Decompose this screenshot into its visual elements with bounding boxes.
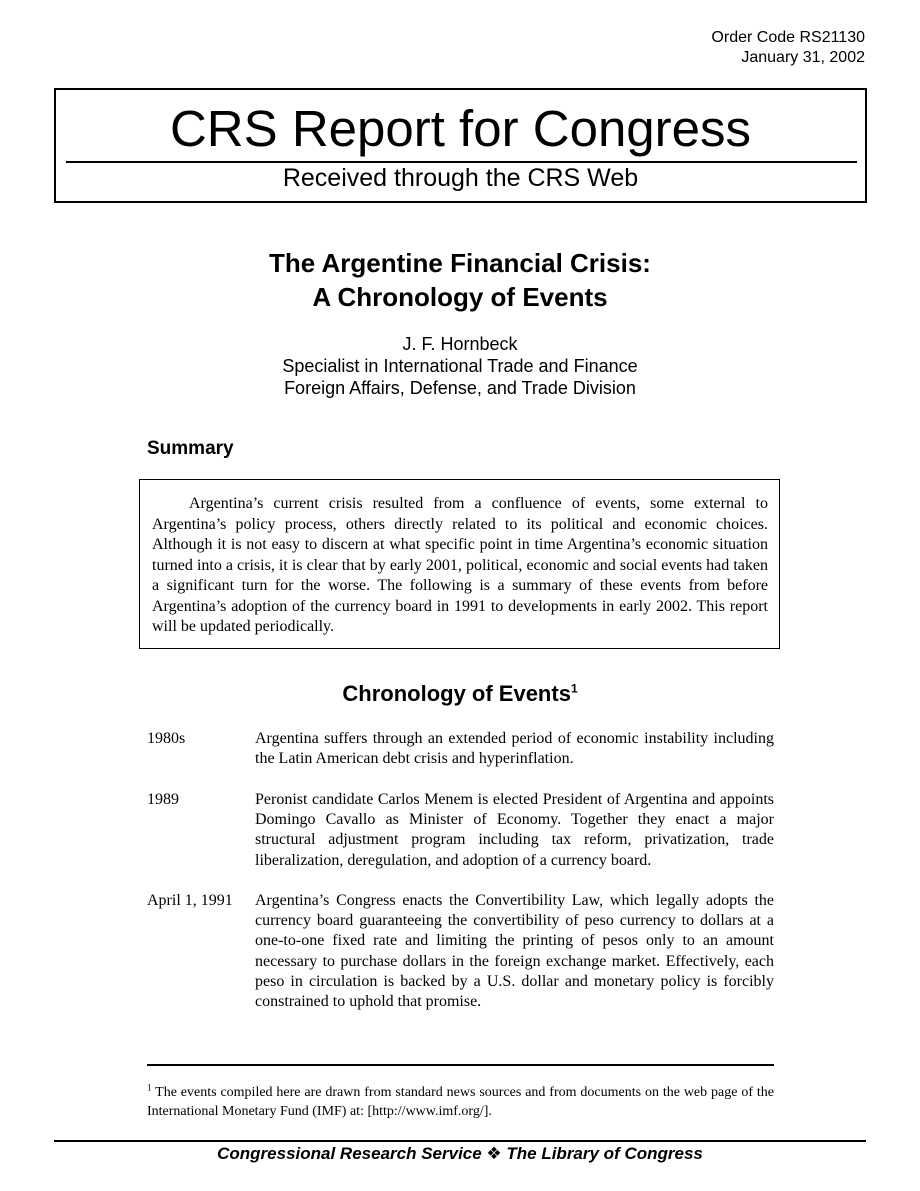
chronology-entry [147, 891, 774, 1015]
chronology-entry [147, 790, 774, 872]
order-code: Order Code RS21130 [711, 29, 865, 46]
masthead [54, 88, 867, 203]
summary-box [139, 479, 780, 649]
chronology-heading [0, 680, 920, 708]
order-info [711, 28, 865, 68]
footnote-marker: 1 [147, 1082, 152, 1093]
summary-text: Argentina’s current crisis resulted from a confluence of events, some external to Argentina’s policy process, others directly related to its political and economic choices. Although it is not easy to discern at what specific point in time Argentina’s economic situation turned into a crisis, it is clear that by early 2001, political, economic and social events had taken a significant turn for the worse. The following is a summary of these events from before Argentina’s adoption of the currency board in 1991 to developments in early 2002. This report will be updated periodically. [152, 495, 768, 635]
document-title [0, 246, 920, 314]
chronology-entry [147, 729, 774, 771]
footnote-text: The events compiled here are drawn from standard news sources and from documents on the web page of the International Monetary Fund (IMF) at: [http://www.imf.org/]. [147, 1085, 774, 1119]
chronology-date: 1980s [147, 730, 186, 747]
footnote [147, 1083, 774, 1121]
chronology-heading-text: Chronology of Events [342, 681, 571, 706]
chronology-text: Peronist candidate Carlos Menem is elected President of Argentina and appoints Domingo Cavallo as Minister of Economy. Together they enact a major structural adjustment program including tax reform, privatization, trade liberalization, deregulation, and adoption of a currency board. [255, 791, 774, 869]
footer-divider [54, 1140, 866, 1142]
document-title-line2: A Chronology of Events [312, 282, 608, 312]
footnote-divider [147, 1064, 774, 1066]
page-footer: Congressional Research Service ❖ The Library of Congress [217, 1144, 703, 1163]
masthead-title: CRS Report for Congress [169, 100, 752, 157]
author-division: Foreign Affairs, Defense, and Trade Division [284, 378, 636, 398]
chronology-text: Argentina’s Congress enacts the Convertibility Law, which legally adopts the currency board guaranteeing the convertibility of peso currency to dollars at a one-to-one fixed rate and limiting the printing of pesos only to an amount necessary to purchase dollars in the foreign exchange market. Effectively, each peso in circulation is backed by a U.S. dollar and monetary policy is forcibly constrained to uphold that promise. [255, 892, 774, 1011]
author-title: Specialist in International Trade and Finance [282, 356, 638, 376]
summary-heading: Summary [147, 438, 234, 459]
author-name: J. F. Hornbeck [402, 334, 518, 354]
report-date: January 31, 2002 [741, 49, 865, 66]
chronology-text: Argentina suffers through an extended period of economic instability including the Latin American debt crisis and hyperinflation. [255, 730, 774, 768]
chronology-date: April 1, 1991 [147, 892, 233, 909]
masthead-subtitle: Received through the CRS Web [282, 164, 639, 192]
footnote-reference: 1 [570, 681, 578, 696]
document-title-line1: The Argentine Financial Crisis: [269, 248, 651, 278]
chronology-date: 1989 [147, 791, 179, 808]
author-block [0, 333, 920, 399]
